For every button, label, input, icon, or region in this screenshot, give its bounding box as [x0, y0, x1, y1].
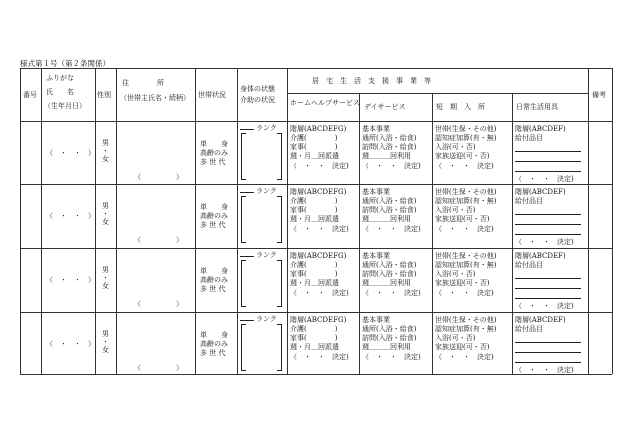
rank-label: ランク: [256, 251, 277, 259]
shortstay-decision-date[interactable]: （ ・ ・ 決定): [435, 225, 494, 233]
dailygoods-item-blank[interactable]: [515, 352, 581, 353]
dayservice-usage[interactable]: 週＿＿＿回利用: [362, 279, 411, 287]
dayservice-commute[interactable]: 通所(入浴・給食): [362, 261, 417, 269]
dailygoods-item-blank[interactable]: [515, 288, 581, 289]
bracket-right: [277, 133, 282, 180]
shortstay-dementia-addition[interactable]: 認知症加算(有・無): [435, 197, 497, 205]
sex-separator: ・: [102, 274, 109, 282]
dailygoods-item-blank[interactable]: [515, 342, 581, 343]
form-title: 様式第１号（第２条関係）: [20, 59, 110, 68]
shortstay-dementia-addition[interactable]: 認知症加算(有・無): [435, 134, 497, 142]
dayservice-commute[interactable]: 通所(入浴・給食): [362, 197, 417, 205]
sex-separator: ・: [102, 147, 109, 155]
household-multi-generation[interactable]: 多 世 代: [200, 158, 226, 166]
rank-blank[interactable]: [240, 320, 254, 321]
rank-blank[interactable]: [240, 129, 254, 130]
rank-blank[interactable]: [240, 192, 254, 193]
shortstay-decision-date[interactable]: （ ・ ・ 決定): [435, 289, 494, 297]
dailygoods-items-label: 給付品目: [515, 134, 543, 142]
bracket-left: [241, 196, 246, 243]
dailygoods-decision-date[interactable]: （ ・ ・ 決定): [515, 175, 574, 183]
header-household-status: 世帯状況: [198, 91, 226, 99]
table-top-border: [20, 68, 612, 69]
dailygoods-tier: 階層(ABCDEF): [515, 252, 566, 260]
header-services-group: 居 宅 生 活 支 援 事 業 等: [312, 77, 431, 85]
bracket-left: [241, 260, 246, 307]
dailygoods-item-blank[interactable]: [515, 298, 581, 299]
sex-option-female[interactable]: 女: [102, 218, 109, 226]
household-multi-generation[interactable]: 多 世 代: [200, 221, 226, 229]
dayservice-commute[interactable]: 通所(入浴・給食): [362, 134, 417, 142]
dailygoods-item-blank[interactable]: [515, 278, 581, 279]
shortstay-family-transport[interactable]: 家族送迎(可・否): [435, 152, 490, 160]
dayservice-visit[interactable]: 訪問(入浴・給食): [362, 143, 417, 151]
header-householder: （世帯主氏名・続柄）: [120, 94, 190, 102]
homehelp-dispatch[interactable]: 週・月＿回派遣: [290, 343, 339, 351]
shortstay-dementia-addition[interactable]: 認知症加算(有・無): [435, 261, 497, 269]
householder-field[interactable]: （ ）: [134, 300, 183, 308]
dailygoods-tier: 階層(ABCDEF): [515, 316, 566, 324]
homehelp-housework[interactable]: 家事( ): [290, 334, 338, 342]
household-multi-generation[interactable]: 多 世 代: [200, 285, 226, 293]
householder-field[interactable]: （ ）: [134, 173, 183, 181]
dayservice-basic: 基本事業: [362, 316, 390, 324]
header-birthdate: （生年月日）: [44, 102, 86, 110]
homehelp-decision-date[interactable]: （ ・ ・ 決定): [290, 289, 349, 297]
dailygoods-tier: 階層(ABCDEF): [515, 188, 566, 196]
dayservice-visit[interactable]: 訪問(入浴・給食): [362, 206, 417, 214]
services-subheader-line: [287, 93, 588, 94]
dayservice-basic: 基本事業: [362, 125, 390, 133]
header-address: 住 所: [122, 79, 164, 87]
shortstay-household[interactable]: 世帯(生保・その他): [435, 125, 497, 133]
sex-option-male[interactable]: 男: [102, 266, 109, 274]
shortstay-decision-date[interactable]: （ ・ ・ 決定): [435, 162, 494, 170]
dayservice-commute[interactable]: 通所(入浴・給食): [362, 325, 417, 333]
homehelp-dispatch[interactable]: 週・月＿回派遣: [290, 279, 339, 287]
dayservice-usage[interactable]: 週＿＿＿回利用: [362, 152, 411, 160]
rank-label: ランク: [256, 187, 277, 195]
dayservice-usage[interactable]: 週＿＿＿回利用: [362, 215, 411, 223]
homehelp-tier: 階層(ABCDEFG): [290, 252, 347, 260]
rank-label: ランク: [256, 315, 277, 323]
shortstay-household[interactable]: 世帯(生保・その他): [435, 188, 497, 196]
household-multi-generation[interactable]: 多 世 代: [200, 349, 226, 357]
remarks-cell[interactable]: [589, 312, 611, 374]
header-number: 番号: [23, 91, 37, 99]
dailygoods-items-label: 給付品目: [515, 197, 543, 205]
bracket-right: [277, 324, 282, 371]
remarks-cell[interactable]: [589, 184, 611, 246]
sex-option-male[interactable]: 男: [102, 139, 109, 147]
dailygoods-item-blank[interactable]: [515, 171, 581, 172]
homehelp-care[interactable]: 介護( ): [290, 261, 338, 269]
sex-option-female[interactable]: 女: [102, 282, 109, 290]
homehelp-dispatch[interactable]: 週・月＿回派遣: [290, 215, 339, 223]
header-furigana: ふりがな: [46, 74, 74, 82]
dayservice-decision-date[interactable]: （ ・ ・ 決定): [362, 353, 421, 361]
sex-separator: ・: [102, 338, 109, 346]
householder-field[interactable]: （ ）: [134, 364, 183, 372]
header-sex: 性別: [97, 91, 111, 99]
header-body-status: 身体の状態: [240, 85, 275, 93]
dayservice-decision-date[interactable]: （ ・ ・ 決定): [362, 289, 421, 297]
table-row: [0, 248, 630, 311]
dayservice-visit[interactable]: 訪問(入浴・給食): [362, 334, 417, 342]
homehelp-tier: 階層(ABCDEFG): [290, 316, 347, 324]
homehelp-housework[interactable]: 家事( ): [290, 270, 338, 278]
sex-separator: ・: [102, 210, 109, 218]
household-single[interactable]: 単 身: [200, 203, 228, 211]
dayservice-usage[interactable]: 週＿＿＿回利用: [362, 343, 411, 351]
homehelp-housework[interactable]: 家事( ): [290, 143, 338, 151]
household-elderly-only[interactable]: 高齢のみ: [200, 212, 228, 220]
homehelp-dispatch[interactable]: 週・月＿回派遣: [290, 152, 339, 160]
remarks-cell[interactable]: [589, 121, 611, 183]
dailygoods-item-blank[interactable]: [515, 214, 581, 215]
remarks-cell[interactable]: [589, 248, 611, 310]
dailygoods-decision-date[interactable]: （ ・ ・ 決定): [515, 302, 574, 310]
shortstay-family-transport[interactable]: 家族送迎(可・否): [435, 343, 490, 351]
header-remarks: 備考: [592, 91, 606, 99]
bracket-left: [241, 324, 246, 371]
sex-option-female[interactable]: 女: [102, 346, 109, 354]
shortstay-bathing[interactable]: 入浴(可・否): [435, 206, 476, 214]
table-row: [0, 184, 630, 247]
dailygoods-item-blank[interactable]: [515, 362, 581, 363]
dayservice-decision-date[interactable]: （ ・ ・ 決定): [362, 225, 421, 233]
dayservice-basic: 基本事業: [362, 188, 390, 196]
bracket-right: [277, 196, 282, 243]
bracket-left: [241, 133, 246, 180]
shortstay-family-transport[interactable]: 家族送迎(可・否): [435, 279, 490, 287]
homehelp-decision-date[interactable]: （ ・ ・ 決定): [290, 162, 349, 170]
shortstay-decision-date[interactable]: （ ・ ・ 決定): [435, 353, 494, 361]
dailygoods-item-blank[interactable]: [515, 224, 581, 225]
dailygoods-decision-date[interactable]: （ ・ ・ 決定): [515, 366, 574, 374]
dailygoods-items-label: 給付品目: [515, 261, 543, 269]
household-single[interactable]: 単 身: [200, 140, 228, 148]
header-daily-goods: 日常生活用具: [516, 103, 558, 111]
bracket-right: [277, 260, 282, 307]
dailygoods-tier: 階層(ABCDEF): [515, 125, 566, 133]
homehelp-decision-date[interactable]: （ ・ ・ 決定): [290, 225, 349, 233]
householder-field[interactable]: （ ）: [134, 236, 183, 244]
dailygoods-items-label: 給付品目: [515, 325, 543, 333]
shortstay-bathing[interactable]: 入浴(可・否): [435, 143, 476, 151]
dailygoods-item-blank[interactable]: [515, 161, 581, 162]
dayservice-basic: 基本事業: [362, 252, 390, 260]
header-care-status: 介助の状況: [240, 96, 275, 104]
shortstay-family-transport[interactable]: 家族送迎(可・否): [435, 215, 490, 223]
sex-option-male[interactable]: 男: [102, 330, 109, 338]
dailygoods-decision-date[interactable]: （ ・ ・ 決定): [515, 238, 574, 246]
table-row: [0, 312, 630, 375]
sex-option-male[interactable]: 男: [102, 202, 109, 210]
household-single[interactable]: 単 身: [200, 331, 228, 339]
shortstay-household[interactable]: 世帯(生保・その他): [435, 252, 497, 260]
header-dayservice: デイサービス: [364, 103, 406, 111]
header-shortstay: 短 期 入 所: [436, 103, 485, 111]
shortstay-bathing[interactable]: 入浴(可・否): [435, 334, 476, 342]
dailygoods-item-blank[interactable]: [515, 234, 581, 235]
homehelp-decision-date[interactable]: （ ・ ・ 決定): [290, 353, 349, 361]
header-homehelp: ホームヘルプサービス: [290, 99, 360, 107]
birthdate-field[interactable]: （ ・ ・ ）: [46, 212, 95, 220]
homehelp-housework[interactable]: 家事( ): [290, 206, 338, 214]
table-row: [0, 121, 630, 184]
homehelp-care[interactable]: 介護( ): [290, 134, 338, 142]
household-elderly-only[interactable]: 高齢のみ: [200, 340, 228, 348]
birthdate-field[interactable]: （ ・ ・ ）: [46, 276, 95, 284]
sex-option-female[interactable]: 女: [102, 155, 109, 163]
shortstay-bathing[interactable]: 入浴(可・否): [435, 270, 476, 278]
homehelp-care[interactable]: 介護( ): [290, 197, 338, 205]
birthdate-field[interactable]: （ ・ ・ ）: [46, 340, 95, 348]
homehelp-tier: 階層(ABCDEFG): [290, 188, 347, 196]
rank-label: ランク: [256, 124, 277, 132]
homehelp-tier: 階層(ABCDEFG): [290, 125, 347, 133]
dayservice-visit[interactable]: 訪問(入浴・給食): [362, 270, 417, 278]
dayservice-decision-date[interactable]: （ ・ ・ 決定): [362, 162, 421, 170]
homehelp-care[interactable]: 介護( ): [290, 325, 338, 333]
shortstay-household[interactable]: 世帯(生保・その他): [435, 316, 497, 324]
shortstay-dementia-addition[interactable]: 認知症加算(有・無): [435, 325, 497, 333]
birthdate-field[interactable]: （ ・ ・ ）: [46, 149, 95, 157]
header-name: 氏 名: [46, 88, 74, 96]
dailygoods-item-blank[interactable]: [515, 151, 581, 152]
household-single[interactable]: 単 身: [200, 267, 228, 275]
household-elderly-only[interactable]: 高齢のみ: [200, 149, 228, 157]
rank-blank[interactable]: [240, 256, 254, 257]
household-elderly-only[interactable]: 高齢のみ: [200, 276, 228, 284]
